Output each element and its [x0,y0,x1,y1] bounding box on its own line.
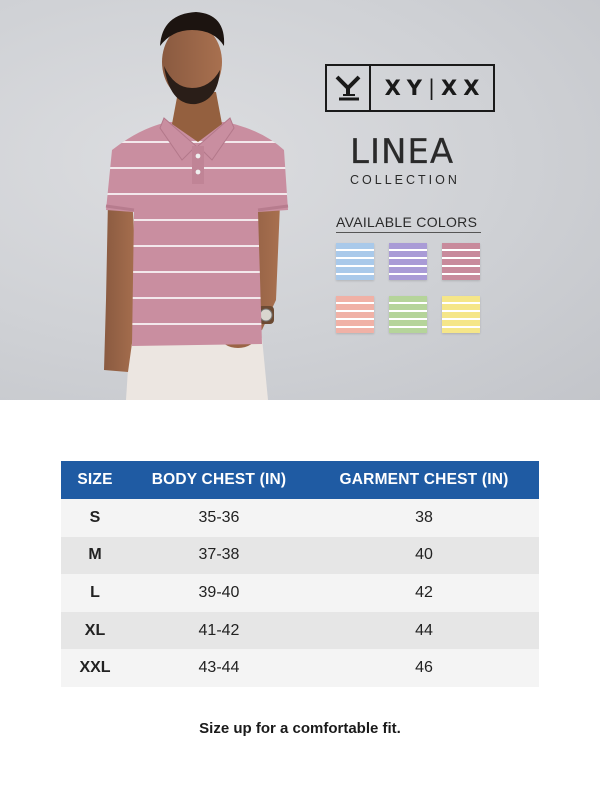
brand-logo-box [325,64,495,112]
yx-monogram-icon [327,66,371,110]
garment-chest-cell: 44 [309,612,539,650]
table-row [61,537,539,575]
swatch-mauve[interactable] [442,243,480,280]
brand-divider: | [427,76,442,100]
size-cell: M [61,537,129,575]
swatch-sage-green[interactable] [389,296,427,333]
collection-title: LINEA [350,132,455,172]
table-row [61,574,539,612]
fit-footnote: Size up for a comfortable fit. [199,720,401,737]
body-chest-cell: 37-38 [129,537,309,575]
brand-name [371,76,493,100]
table-row [61,649,539,687]
size-cell: XL [61,612,129,650]
size-cell: L [61,574,129,612]
swatch-yellow[interactable] [442,296,480,333]
garment-chest-cell: 40 [309,537,539,575]
table-header-row [61,461,539,499]
header-size: SIZE [61,461,129,499]
garment-chest-cell: 46 [309,649,539,687]
brand-name-part: XX [441,76,486,100]
body-chest-cell: 39-40 [129,574,309,612]
table-row [61,499,539,537]
header-garment-chest: GARMENT CHEST (IN) [309,461,539,499]
model-photo [0,0,330,400]
garment-chest-cell: 38 [309,499,539,537]
available-colors-label: AVAILABLE COLORS [336,214,481,233]
garment-chest-cell: 42 [309,574,539,612]
swatch-peach[interactable] [336,296,374,333]
size-cell: XXL [61,649,129,687]
size-cell: S [61,499,129,537]
table-row [61,612,539,650]
color-swatches [336,243,484,335]
collection-subtitle: COLLECTION [350,173,460,187]
size-chart-table [61,461,539,687]
header-body-chest: BODY CHEST (IN) [129,461,309,499]
body-chest-cell: 41-42 [129,612,309,650]
brand-name-part: XY [384,76,428,100]
body-chest-cell: 43-44 [129,649,309,687]
body-chest-cell: 35-36 [129,499,309,537]
swatch-light-blue[interactable] [336,243,374,280]
swatch-lavender[interactable] [389,243,427,280]
